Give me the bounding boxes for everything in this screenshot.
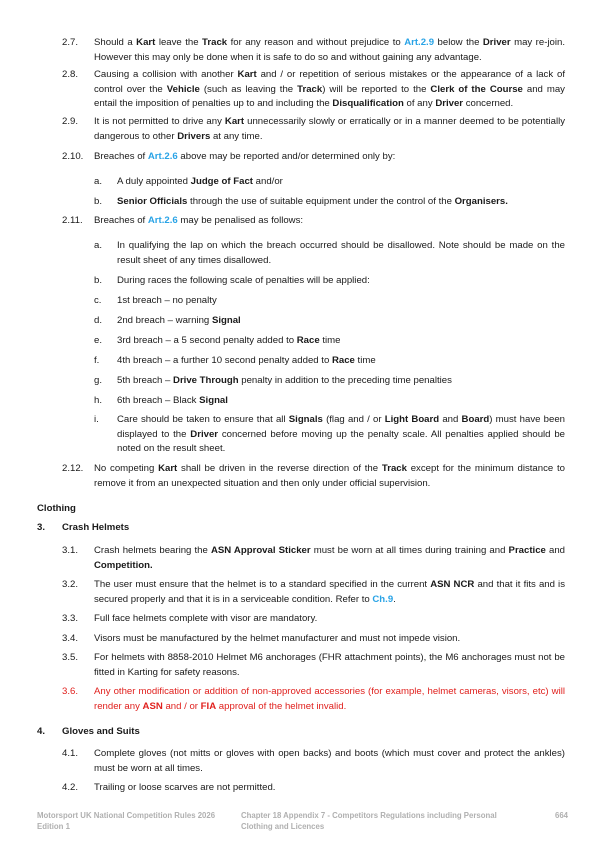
article-link[interactable]: Art.2.6 [147,151,178,162]
rule-number: 2.9. [62,116,79,127]
rule-number: 3.1. [62,545,79,556]
chapter-link[interactable]: Ch.9 [372,593,394,605]
rule-number: 3.3. [62,613,79,624]
sub-item-letter: b. [94,275,103,286]
rule-number: 3.6. [62,686,79,697]
sub-item-letter: b. [94,196,103,207]
rule-text: Should a Kart leave the Track for any reason and without prejudice to Art.2.9 below the Driver may re-join. However this may only be done when it is safe to do so and without gaining any advantage. [94,37,565,63]
rule-number: 2.7. [62,37,79,48]
sub-item-text: In qualifying the lap on which the breach occurred should be disallowed. Note should be made on the result sheet of any times disallowed. [117,240,565,266]
sub-item-letter: c. [94,295,102,306]
section-title: Crash Helmets [62,522,130,533]
sub-item-text: Care should be taken to ensure that all Signals (flag and / or Light Board and Board) must have been displayed to the Driver concerned before moving up the penalty scale. All penalties applied should be noted on the result sheet. [117,414,565,455]
rule-text: Visors must be manufactured by the helmet manufacturer and must not impede vision. [94,633,461,644]
article-link[interactable]: Art.2.6 [147,215,178,226]
rule-number: 4.2. [62,782,79,793]
rule-text: For helmets with 8858-2010 Helmet M6 anchorages (FHR attachment points), the M6 anchorages must not be fitted in Karting for safety reasons. [94,652,565,678]
rule-number: 2.8. [62,69,79,80]
section-title: Gloves and Suits [62,726,140,737]
sub-item-letter: a. [94,176,103,187]
rule-text: Causing a collision with another Kart and / or repetition of serious mistakes or the appearance of a lack of control over the Vehicle (such as leaving the Track) will be reported to the Clerk of the Course and may entail the imposition of penalties up to and including the Disqualification of any Driver concerned. [94,69,565,110]
rule-number: 2.10. [62,151,84,162]
sub-item-letter: d. [94,315,103,326]
rule-text: Complete gloves (not mitts or gloves with open backs) and boots (which must cover and protect the ankles) must be worn at all times. [94,748,565,774]
rule-number: 3.2. [62,579,79,590]
sub-item-text: A duly appointed Judge of Fact and/or [117,176,283,187]
rule-number: 4.1. [62,748,79,759]
footer-page-number: 664 [554,811,568,820]
rule-number: 2.11. [62,215,83,226]
rule-number: 3.4. [62,633,79,644]
footer-publication: Motorsport UK National Competition Rules 2026 Edition 1 [37,811,216,831]
sub-item-text: 4th breach – a further 10 second penalty added to Race time [117,355,376,366]
sub-item-letter: f. [94,355,100,366]
sub-item-text: 3rd breach – a 5 second penalty added to Race time [117,335,341,346]
sub-item-letter: e. [94,335,103,346]
section-number: 4. [37,726,46,737]
rule-text: The user must ensure that the helmet is to a standard specified in the current ASN NCR and that it fits and is secured properly and that it is in a serviceable condition. Refer to Ch.9. [94,579,565,605]
sub-item-text: During races the following scale of penalties will be applied: [117,275,370,286]
sub-item-text: 2nd breach – warning Signal [117,315,241,326]
sub-item-letter: i. [94,414,99,425]
rule-number: 3.5. [62,652,79,663]
rule-text: Full face helmets complete with visor are mandatory. [94,613,318,624]
sub-item-text: 1st breach – no penalty [117,295,217,306]
sub-item-letter: a. [94,240,103,251]
rule-text: Any other modification or addition of non-approved accessories (for example, helmet cameras, visors, etc) will render any ASN and / or FIA approval of the helmet invalid. [94,686,565,712]
sub-item-letter: h. [94,395,103,406]
rule-text: Breaches of Art.2.6 may be penalised as follows: [94,215,304,226]
article-link[interactable]: Art.2.9 [404,37,435,48]
rule-text: Trailing or loose scarves are not permitted. [94,782,276,793]
rule-text: It is not permitted to drive any Kart unnecessarily slowly or erratically or in a manner deemed to be potentially dangerous to other Drivers at any time. [94,116,565,142]
sub-item-text: 5th breach – Drive Through penalty in addition to the preceding time penalties [117,375,452,386]
rule-text: Breaches of Art.2.6 above may be reported and/or determined only by: [94,151,396,162]
rule-text: No competing Kart shall be driven in the reverse direction of the Track except for the minimum distance to remove it from an unexpected situation and then only under official supervision. [94,463,565,489]
footer-chapter: Chapter 18 Appendix 7 - Competitors Regulations including Personal Clothing and Licences [241,811,497,831]
sub-item-letter: g. [94,375,103,386]
rule-number: 2.12. [62,463,84,474]
sub-item-text: Senior Officials through the use of suitable equipment under the control of the Organisers. [117,196,508,207]
section-number: 3. [37,522,46,533]
rule-text: Crash helmets bearing the ASN Approval Sticker must be worn at all times during training and Practice and Competition. [94,545,565,571]
section-heading-clothing: Clothing [37,503,76,514]
sub-item-text: 6th breach – Black Signal [117,395,228,406]
